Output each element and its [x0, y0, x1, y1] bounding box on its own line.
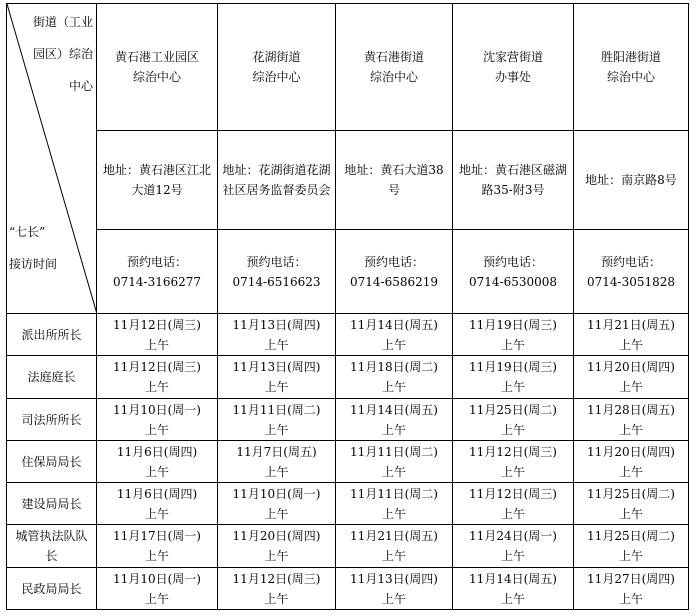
center-address: 地址：黄石大道38号: [336, 131, 453, 230]
schedule-cell: 11月19日(周三) 上午: [453, 314, 574, 356]
schedule-cell: 11月11日(周二) 上午: [218, 399, 336, 441]
center-phone: 预约电话： 0714-6586219: [336, 230, 453, 314]
schedule-cell: 11月12日(周三) 上午: [453, 483, 574, 525]
header-address-row: [7, 131, 689, 230]
official-title: 住保局局长: [7, 441, 97, 483]
corner-cell: [7, 4, 97, 314]
official-title: 城管执法队队长: [7, 525, 97, 568]
schedule-cell: 11月13日(周四) 上午: [218, 314, 336, 356]
center-phone: 预约电话： 0714-6530008: [453, 230, 574, 314]
official-title: 法庭庭长: [7, 356, 97, 399]
schedule-cell: 11月13日(周四) 上午: [336, 568, 453, 610]
schedule-cell: 11月24日(周一) 上午: [453, 525, 574, 568]
schedule-cell: 11月13日(周四) 上午: [218, 356, 336, 399]
center-address: 地址：黄石港区磁湖路35-附3号: [453, 131, 574, 230]
center-phone: 预约电话： 0714-6516623: [218, 230, 336, 314]
schedule-row: [7, 441, 689, 483]
schedule-cell: 11月25日(周二) 上午: [453, 399, 574, 441]
schedule-cell: 11月12日(周三) 上午: [453, 441, 574, 483]
official-title: 民政局局长: [7, 568, 97, 610]
header-name-row: [7, 4, 689, 131]
header-phone-row: [7, 230, 689, 314]
schedule-cell: 11月20日(周四) 上午: [218, 525, 336, 568]
schedule-row: [7, 483, 689, 525]
schedule-cell: 11月21日(周五) 上午: [574, 314, 689, 356]
reception-schedule-table: [6, 3, 689, 610]
schedule-cell: 11月21日(周五) 上午: [336, 525, 453, 568]
schedule-cell: 11月11日(周二) 上午: [336, 441, 453, 483]
schedule-cell: 11月27日(周四) 上午: [574, 568, 689, 610]
schedule-cell: 11月6日(周四) 上午: [97, 483, 218, 525]
center-phone: 预约电话： 0714-3166277: [97, 230, 218, 314]
schedule-cell: 11月25日(周二) 上午: [574, 525, 689, 568]
schedule-cell: 11月20日(周四) 上午: [574, 356, 689, 399]
center-phone: 预约电话： 0714-3051828: [574, 230, 689, 314]
center-name-cell: 沈家营街道 办事处: [453, 4, 574, 131]
official-title: 派出所所长: [7, 314, 97, 356]
schedule-cell: 11月18日(周二) 上午: [336, 356, 453, 399]
center-address: 地址：黄石港区江北大道12号: [97, 131, 218, 230]
schedule-cell: 11月12日(周三) 上午: [97, 356, 218, 399]
schedule-row: [7, 314, 689, 356]
schedule-row: [7, 356, 689, 399]
center-name-cell: 花湖街道 综治中心: [218, 4, 336, 131]
center-name-cell: 黄石港街道 综治中心: [336, 4, 453, 131]
schedule-cell: 11月14日(周五) 上午: [336, 314, 453, 356]
corner-column-heading: 街道（工业 园区）综治 中心: [32, 15, 93, 93]
center-address: 地址：南京路8号: [574, 131, 689, 230]
schedule-cell: 11月14日(周五) 上午: [453, 568, 574, 610]
center-name-cell: 胜阳港街道 综治中心: [574, 4, 689, 131]
schedule-cell: 11月10日(周一) 上午: [97, 399, 218, 441]
schedule-cell: 11月17日(周一) 上午: [97, 525, 218, 568]
schedule-cell: 11月14日(周五) 上午: [336, 399, 453, 441]
schedule-cell: 11月10日(周一) 上午: [97, 568, 218, 610]
schedule-cell: 11月28日(周五) 上午: [574, 399, 689, 441]
schedule-cell: 11月10日(周一) 上午: [218, 483, 336, 525]
official-title: 司法所所长: [7, 399, 97, 441]
schedule-cell: 11月20日(周四) 上午: [574, 441, 689, 483]
official-title: 建设局局长: [7, 483, 97, 525]
schedule-row: [7, 568, 689, 610]
corner-row-heading: “七长” 接访时间: [9, 225, 58, 271]
schedule-row: [7, 399, 689, 441]
schedule-cell: 11月11日(周二) 上午: [336, 483, 453, 525]
center-address: 地址：花湖街道花湖社区居务监督委员会: [218, 131, 336, 230]
schedule-cell: 11月25日(周二) 上午: [574, 483, 689, 525]
schedule-cell: 11月19日(周三) 上午: [453, 356, 574, 399]
center-name-cell: 黄石港工业园区 综治中心: [97, 4, 218, 131]
schedule-row: [7, 525, 689, 568]
schedule-cell: 11月6日(周四) 上午: [97, 441, 218, 483]
schedule-cell: 11月12日(周三) 上午: [97, 314, 218, 356]
schedule-cell: 11月7日(周五) 上午: [218, 441, 336, 483]
schedule-cell: 11月12日(周三) 上午: [218, 568, 336, 610]
